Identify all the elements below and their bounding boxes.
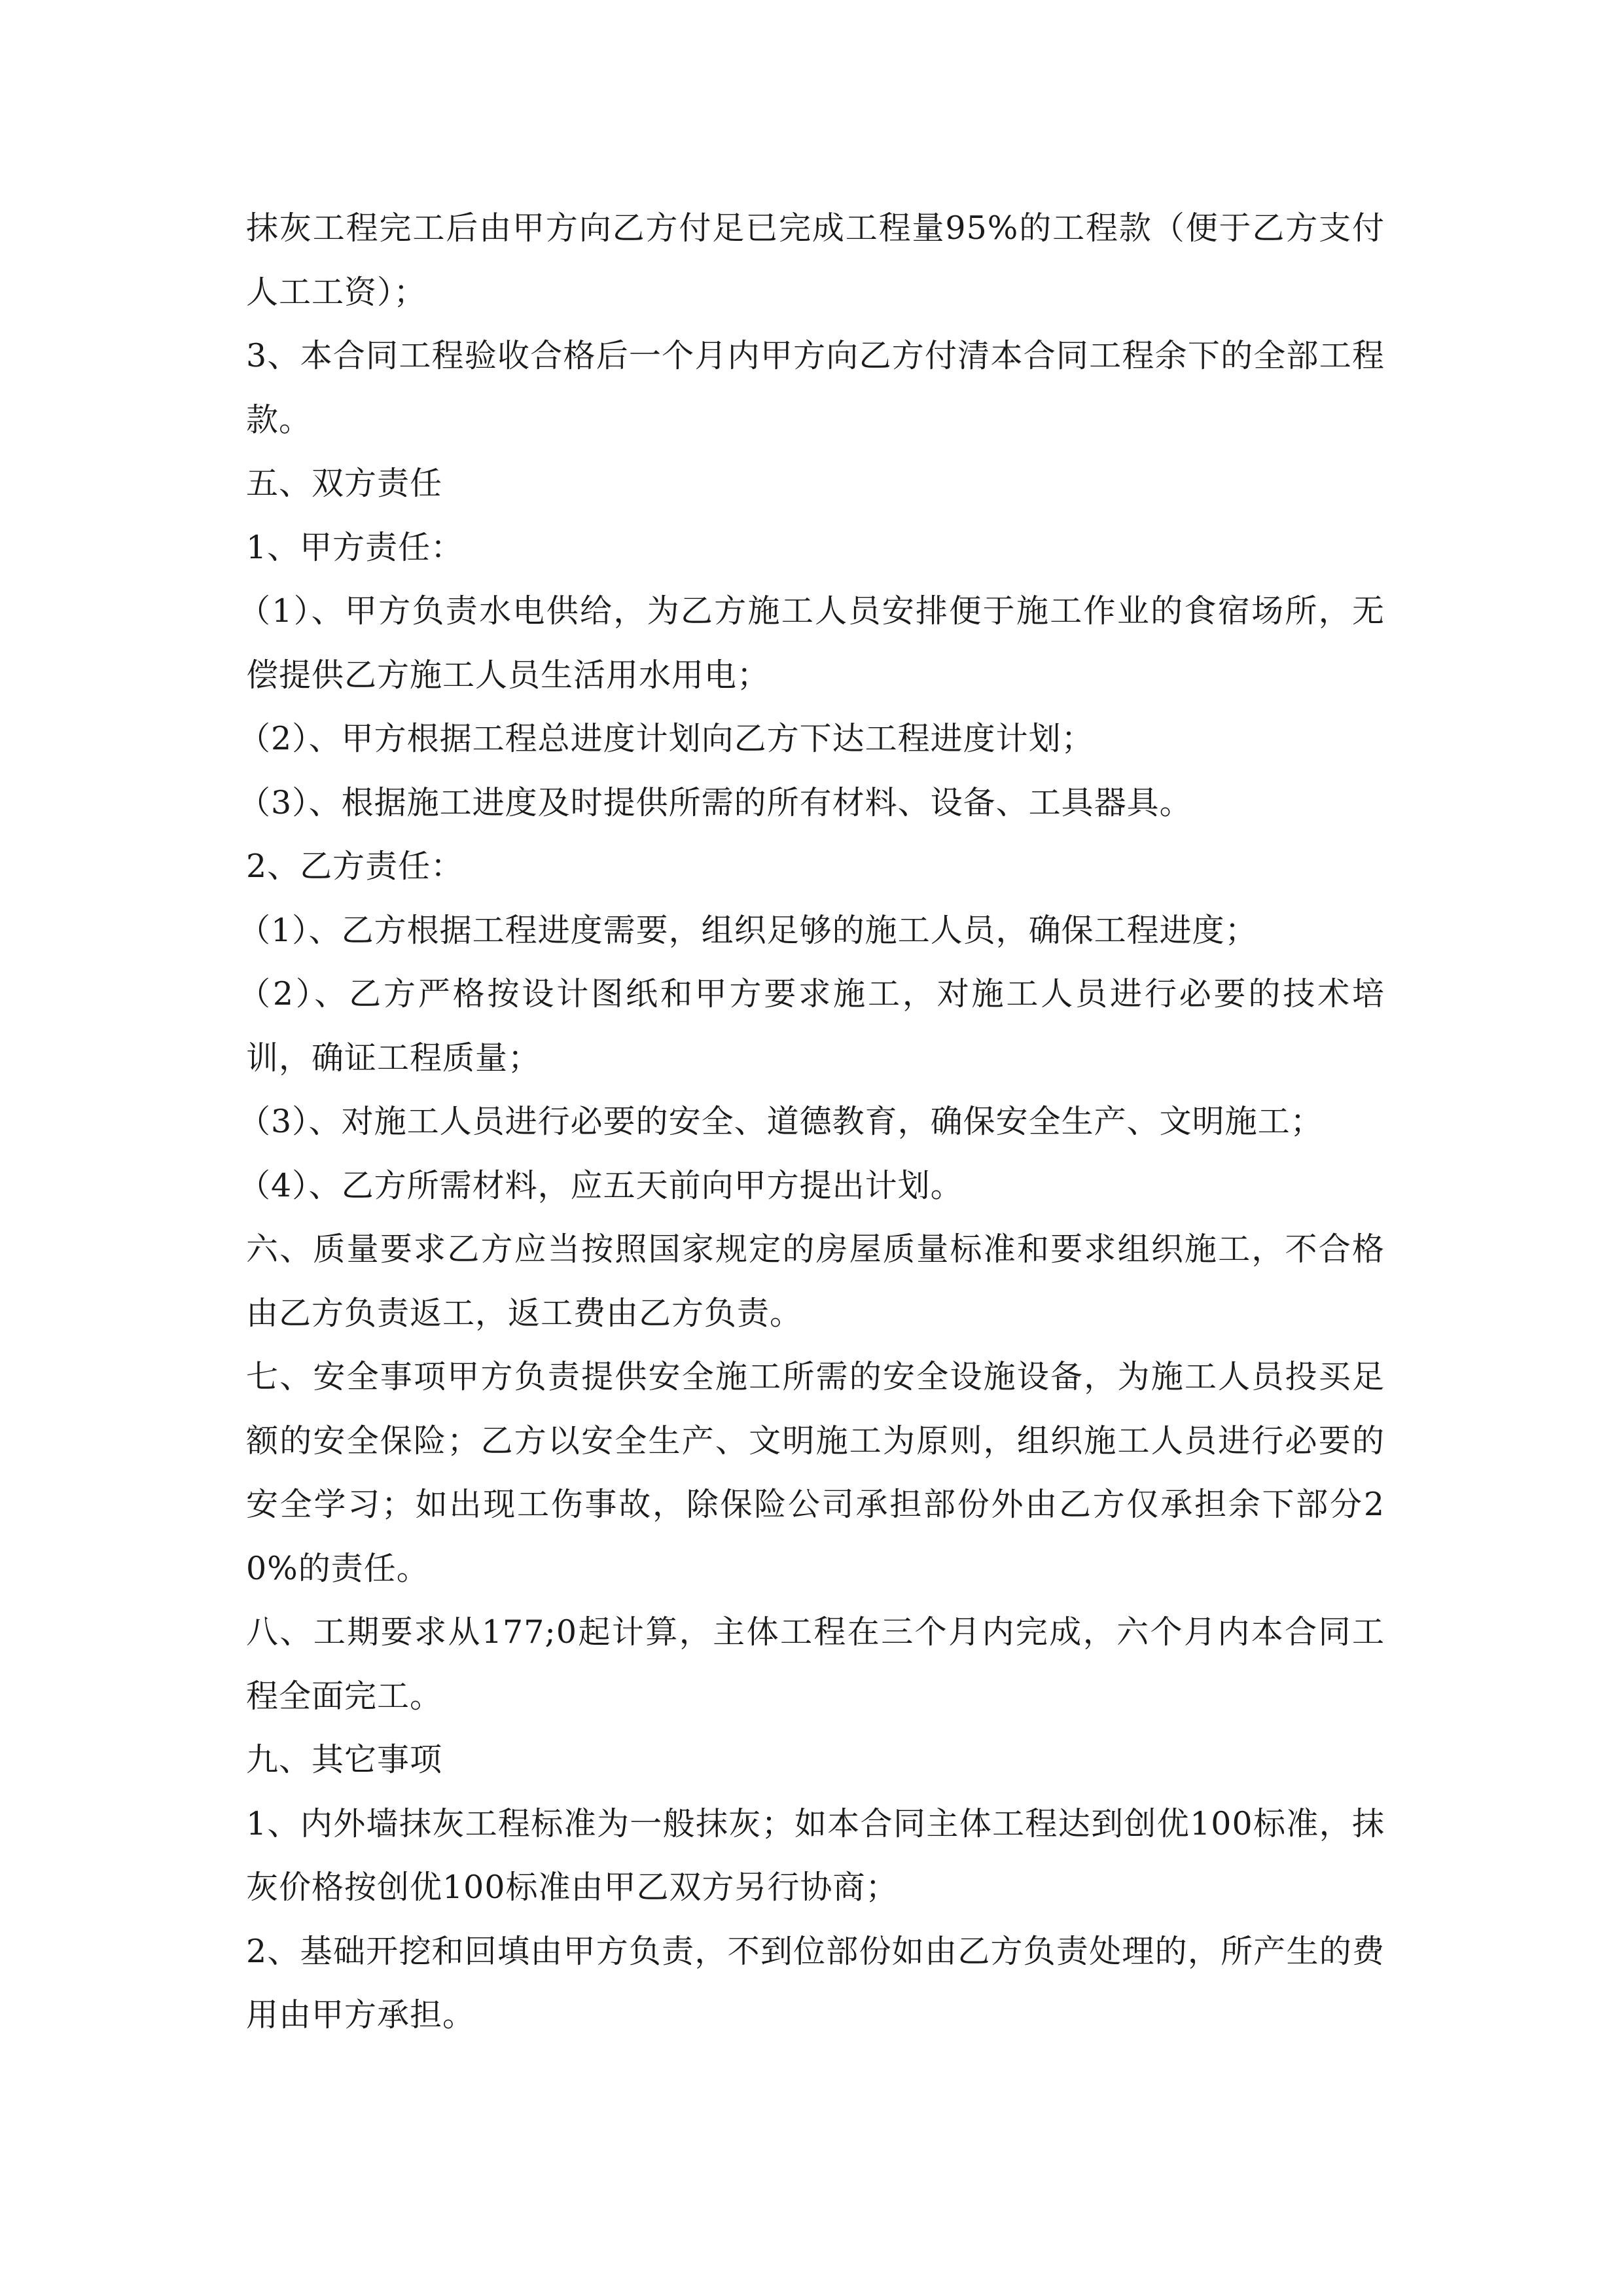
list-item-party-a-3: （3）、根据施工进度及时提供所需的所有材料、设备、工具器具。 (238, 783, 1192, 821)
list-item-party-a-2: （2）、甲方根据工程总进度计划向乙方下达工程进度计划； (238, 720, 1094, 757)
list-item-party-b-2: （2）、乙方严格按设计图纸和甲方要求施工，对施工人员进行必要的技术培训，确证工程质量； (238, 975, 1385, 1077)
list-item-party-a-1: （1）、甲方负责水电供给，为乙方施工人员安排便于施工作业的食宿场所，无偿提供乙方施工人员生活用水用电； (238, 592, 1385, 694)
section-schedule-requirements: 八、工期要求从177;0起计算，主体工程在三个月内完成，六个月内本合同工程全面完工。 (246, 1613, 1385, 1715)
paragraph-payment-plastering: 抹灰工程完工后由甲方向乙方付足已完成工程量95%的工程款（便于乙方支付人工工资）； (246, 209, 1385, 311)
paragraph-payment-final: 3、本合同工程验收合格后一个月内甲方向乙方付清本合同工程余下的全部工程款。 (246, 337, 1385, 439)
section-safety-matters: 七、安全事项甲方负责提供安全施工所需的安全设施设备，为施工人员投买足额的安全保险；乙方以安全生产、文明施工为原则，组织施工人员进行必要的安全学习；如出现工伤事故，除保险公司承担部份外由乙方仅承担余下部分20%的责任。 (246, 1358, 1385, 1587)
subheading-party-a-responsibility: 1、甲方责任： (246, 528, 464, 566)
subheading-party-b-responsibility: 2、乙方责任： (246, 848, 464, 885)
list-item-party-b-1: （1）、乙方根据工程进度需要，组织足够的施工人员，确保工程进度； (238, 911, 1258, 949)
list-item-party-b-3: （3）、对施工人员进行必要的安全、道德教育，确保安全生产、文明施工； (238, 1103, 1323, 1140)
document-body (238, 196, 1385, 2047)
list-item-party-b-4: （4）、乙方所需材料，应五天前向甲方提出计划。 (238, 1166, 963, 1204)
section-heading-responsibilities: 五、双方责任 (246, 465, 443, 502)
list-item-other-1: 1、内外墙抹灰工程标准为一般抹灰；如本合同主体工程达到创优100标准，抹灰价格按创优100标准由甲乙双方另行协商； (246, 1804, 1385, 1906)
list-item-other-2: 2、基础开挖和回填由甲方负责，不到位部份如由乙方负责处理的，所产生的费用由甲方承担。 (246, 1932, 1385, 2034)
section-heading-other-matters: 九、其它事项 (246, 1741, 443, 1778)
section-quality-requirements: 六、质量要求乙方应当按照国家规定的房屋质量标准和要求组织施工，不合格由乙方负责返工，返工费由乙方负责。 (246, 1230, 1385, 1332)
